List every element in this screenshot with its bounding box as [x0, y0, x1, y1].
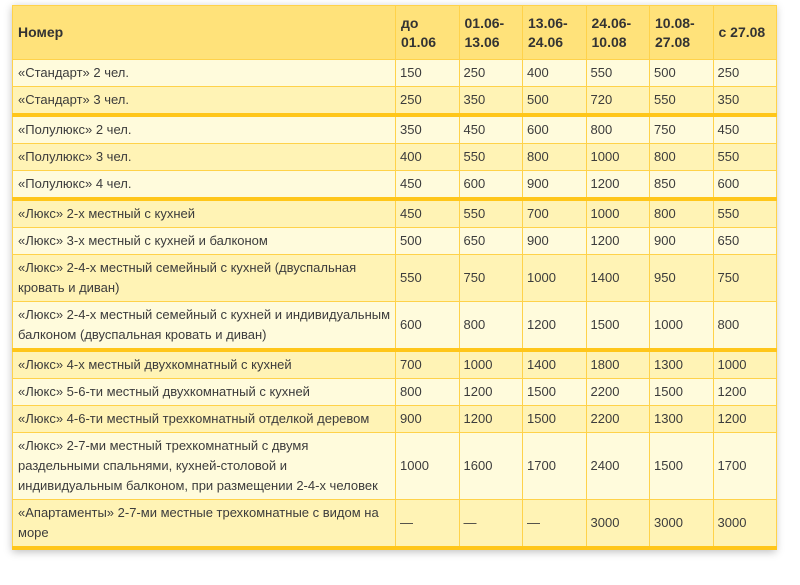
- price-cell: 600: [523, 115, 587, 144]
- price-cell: 2200: [586, 406, 650, 433]
- price-cell: 1000: [713, 350, 777, 379]
- price-cell: 400: [396, 144, 460, 171]
- period-column-header: 10.08-27.08: [650, 6, 714, 60]
- price-cell: 1000: [650, 302, 714, 351]
- price-cell: 1500: [650, 379, 714, 406]
- price-cell: —: [523, 500, 587, 549]
- price-cell: 1500: [586, 302, 650, 351]
- room-name-cell: «Стандарт» 2 чел.: [13, 60, 396, 87]
- price-cell: 800: [650, 144, 714, 171]
- price-cell: 1800: [586, 350, 650, 379]
- period-column-header: до 01.06: [396, 6, 460, 60]
- price-cell: 450: [459, 115, 523, 144]
- price-cell: 750: [459, 255, 523, 302]
- price-cell: 1400: [586, 255, 650, 302]
- price-cell: 550: [586, 60, 650, 87]
- price-cell: 1200: [459, 406, 523, 433]
- period-column-header: с 27.08: [713, 6, 777, 60]
- table-row: [13, 255, 777, 302]
- table-row: [13, 379, 777, 406]
- period-column-header: 24.06-10.08: [586, 6, 650, 60]
- price-cell: 900: [523, 171, 587, 200]
- table-row: [13, 144, 777, 171]
- price-cell: 250: [459, 60, 523, 87]
- price-cell: 1200: [586, 171, 650, 200]
- price-cell: 1000: [459, 350, 523, 379]
- room-name-cell: «Люкс» 5-6-ти местный двухкомнатный с кухней: [13, 379, 396, 406]
- price-cell: 1300: [650, 350, 714, 379]
- table-row: [13, 302, 777, 351]
- room-name-cell: «Люкс» 2-4-х местный семейный с кухней (двуспальная кровать и диван): [13, 255, 396, 302]
- price-cell: 900: [396, 406, 460, 433]
- price-cell: —: [396, 500, 460, 549]
- price-cell: 450: [396, 199, 460, 228]
- price-cell: 650: [459, 228, 523, 255]
- room-name-cell: «Люкс» 4-6-ти местный трехкомнатный отделкой деревом: [13, 406, 396, 433]
- price-cell: 1200: [523, 302, 587, 351]
- price-cell: 500: [523, 87, 587, 116]
- table-row: [13, 60, 777, 87]
- price-cell: 1000: [396, 433, 460, 500]
- price-cell: 550: [459, 144, 523, 171]
- room-name-cell: «Полулюкс» 2 чел.: [13, 115, 396, 144]
- price-cell: 800: [459, 302, 523, 351]
- price-cell: 700: [396, 350, 460, 379]
- period-column-header: 13.06-24.06: [523, 6, 587, 60]
- table-row: [13, 406, 777, 433]
- price-cell: 550: [713, 144, 777, 171]
- price-cell: 1200: [713, 379, 777, 406]
- room-name-cell: «Полулюкс» 4 чел.: [13, 171, 396, 200]
- price-table: [12, 5, 777, 550]
- table-row: [13, 87, 777, 116]
- price-cell: 1600: [459, 433, 523, 500]
- room-name-cell: «Апартаменты» 2-7-ми местные трехкомнатные с видом на море: [13, 500, 396, 549]
- price-cell: 2200: [586, 379, 650, 406]
- price-cell: 1300: [650, 406, 714, 433]
- price-cell: —: [459, 500, 523, 549]
- price-cell: 800: [713, 302, 777, 351]
- price-cell: 250: [396, 87, 460, 116]
- room-name-cell: «Люкс» 3-х местный с кухней и балконом: [13, 228, 396, 255]
- price-cell: 800: [523, 144, 587, 171]
- table-header-row: [13, 6, 777, 60]
- period-column-header: 01.06-13.06: [459, 6, 523, 60]
- room-name-cell: «Полулюкс» 3 чел.: [13, 144, 396, 171]
- price-cell: 750: [713, 255, 777, 302]
- price-cell: 600: [459, 171, 523, 200]
- price-cell: 550: [459, 199, 523, 228]
- price-cell: 1500: [523, 379, 587, 406]
- room-name-cell: «Люкс» 2-х местный с кухней: [13, 199, 396, 228]
- price-cell: 550: [650, 87, 714, 116]
- price-cell: 3000: [713, 500, 777, 549]
- room-column-header: Номер: [13, 6, 396, 60]
- price-cell: 400: [523, 60, 587, 87]
- price-cell: 1200: [586, 228, 650, 255]
- price-cell: 150: [396, 60, 460, 87]
- price-table-container: [12, 5, 776, 550]
- table-row: [13, 500, 777, 549]
- price-cell: 1500: [650, 433, 714, 500]
- price-cell: 600: [713, 171, 777, 200]
- price-cell: 1000: [523, 255, 587, 302]
- price-cell: 800: [396, 379, 460, 406]
- price-cell: 350: [396, 115, 460, 144]
- room-name-cell: «Люкс» 4-х местный двухкомнатный с кухней: [13, 350, 396, 379]
- price-cell: 1000: [586, 199, 650, 228]
- table-row: [13, 171, 777, 200]
- table-row: [13, 228, 777, 255]
- price-cell: 450: [396, 171, 460, 200]
- price-cell: 800: [586, 115, 650, 144]
- price-cell: 850: [650, 171, 714, 200]
- price-cell: 900: [523, 228, 587, 255]
- price-cell: 1000: [586, 144, 650, 171]
- table-row: [13, 350, 777, 379]
- price-cell: 1200: [713, 406, 777, 433]
- price-cell: 700: [523, 199, 587, 228]
- price-cell: 3000: [586, 500, 650, 549]
- price-cell: 1700: [713, 433, 777, 500]
- table-row: [13, 433, 777, 500]
- price-cell: 350: [459, 87, 523, 116]
- room-name-cell: «Стандарт» 3 чел.: [13, 87, 396, 116]
- price-cell: 350: [713, 87, 777, 116]
- price-cell: 950: [650, 255, 714, 302]
- price-cell: 900: [650, 228, 714, 255]
- price-cell: 450: [713, 115, 777, 144]
- price-cell: 550: [713, 199, 777, 228]
- price-cell: 500: [650, 60, 714, 87]
- price-cell: 1700: [523, 433, 587, 500]
- price-cell: 1400: [523, 350, 587, 379]
- price-cell: 600: [396, 302, 460, 351]
- price-cell: 800: [650, 199, 714, 228]
- price-cell: 2400: [586, 433, 650, 500]
- price-cell: 550: [396, 255, 460, 302]
- table-row: [13, 199, 777, 228]
- price-cell: 3000: [650, 500, 714, 549]
- price-cell: 1200: [459, 379, 523, 406]
- table-row: [13, 115, 777, 144]
- price-cell: 500: [396, 228, 460, 255]
- price-cell: 650: [713, 228, 777, 255]
- price-cell: 250: [713, 60, 777, 87]
- room-name-cell: «Люкс» 2-4-х местный семейный с кухней и индивидуальным балконом (двуспальная кровать и диван): [13, 302, 396, 351]
- price-cell: 1500: [523, 406, 587, 433]
- price-cell: 720: [586, 87, 650, 116]
- room-name-cell: «Люкс» 2-7-ми местный трехкомнатный с двумя раздельными спальнями, кухней-столовой и индивидуальным балконом, при размещении 2-4-х человек: [13, 433, 396, 500]
- price-cell: 750: [650, 115, 714, 144]
